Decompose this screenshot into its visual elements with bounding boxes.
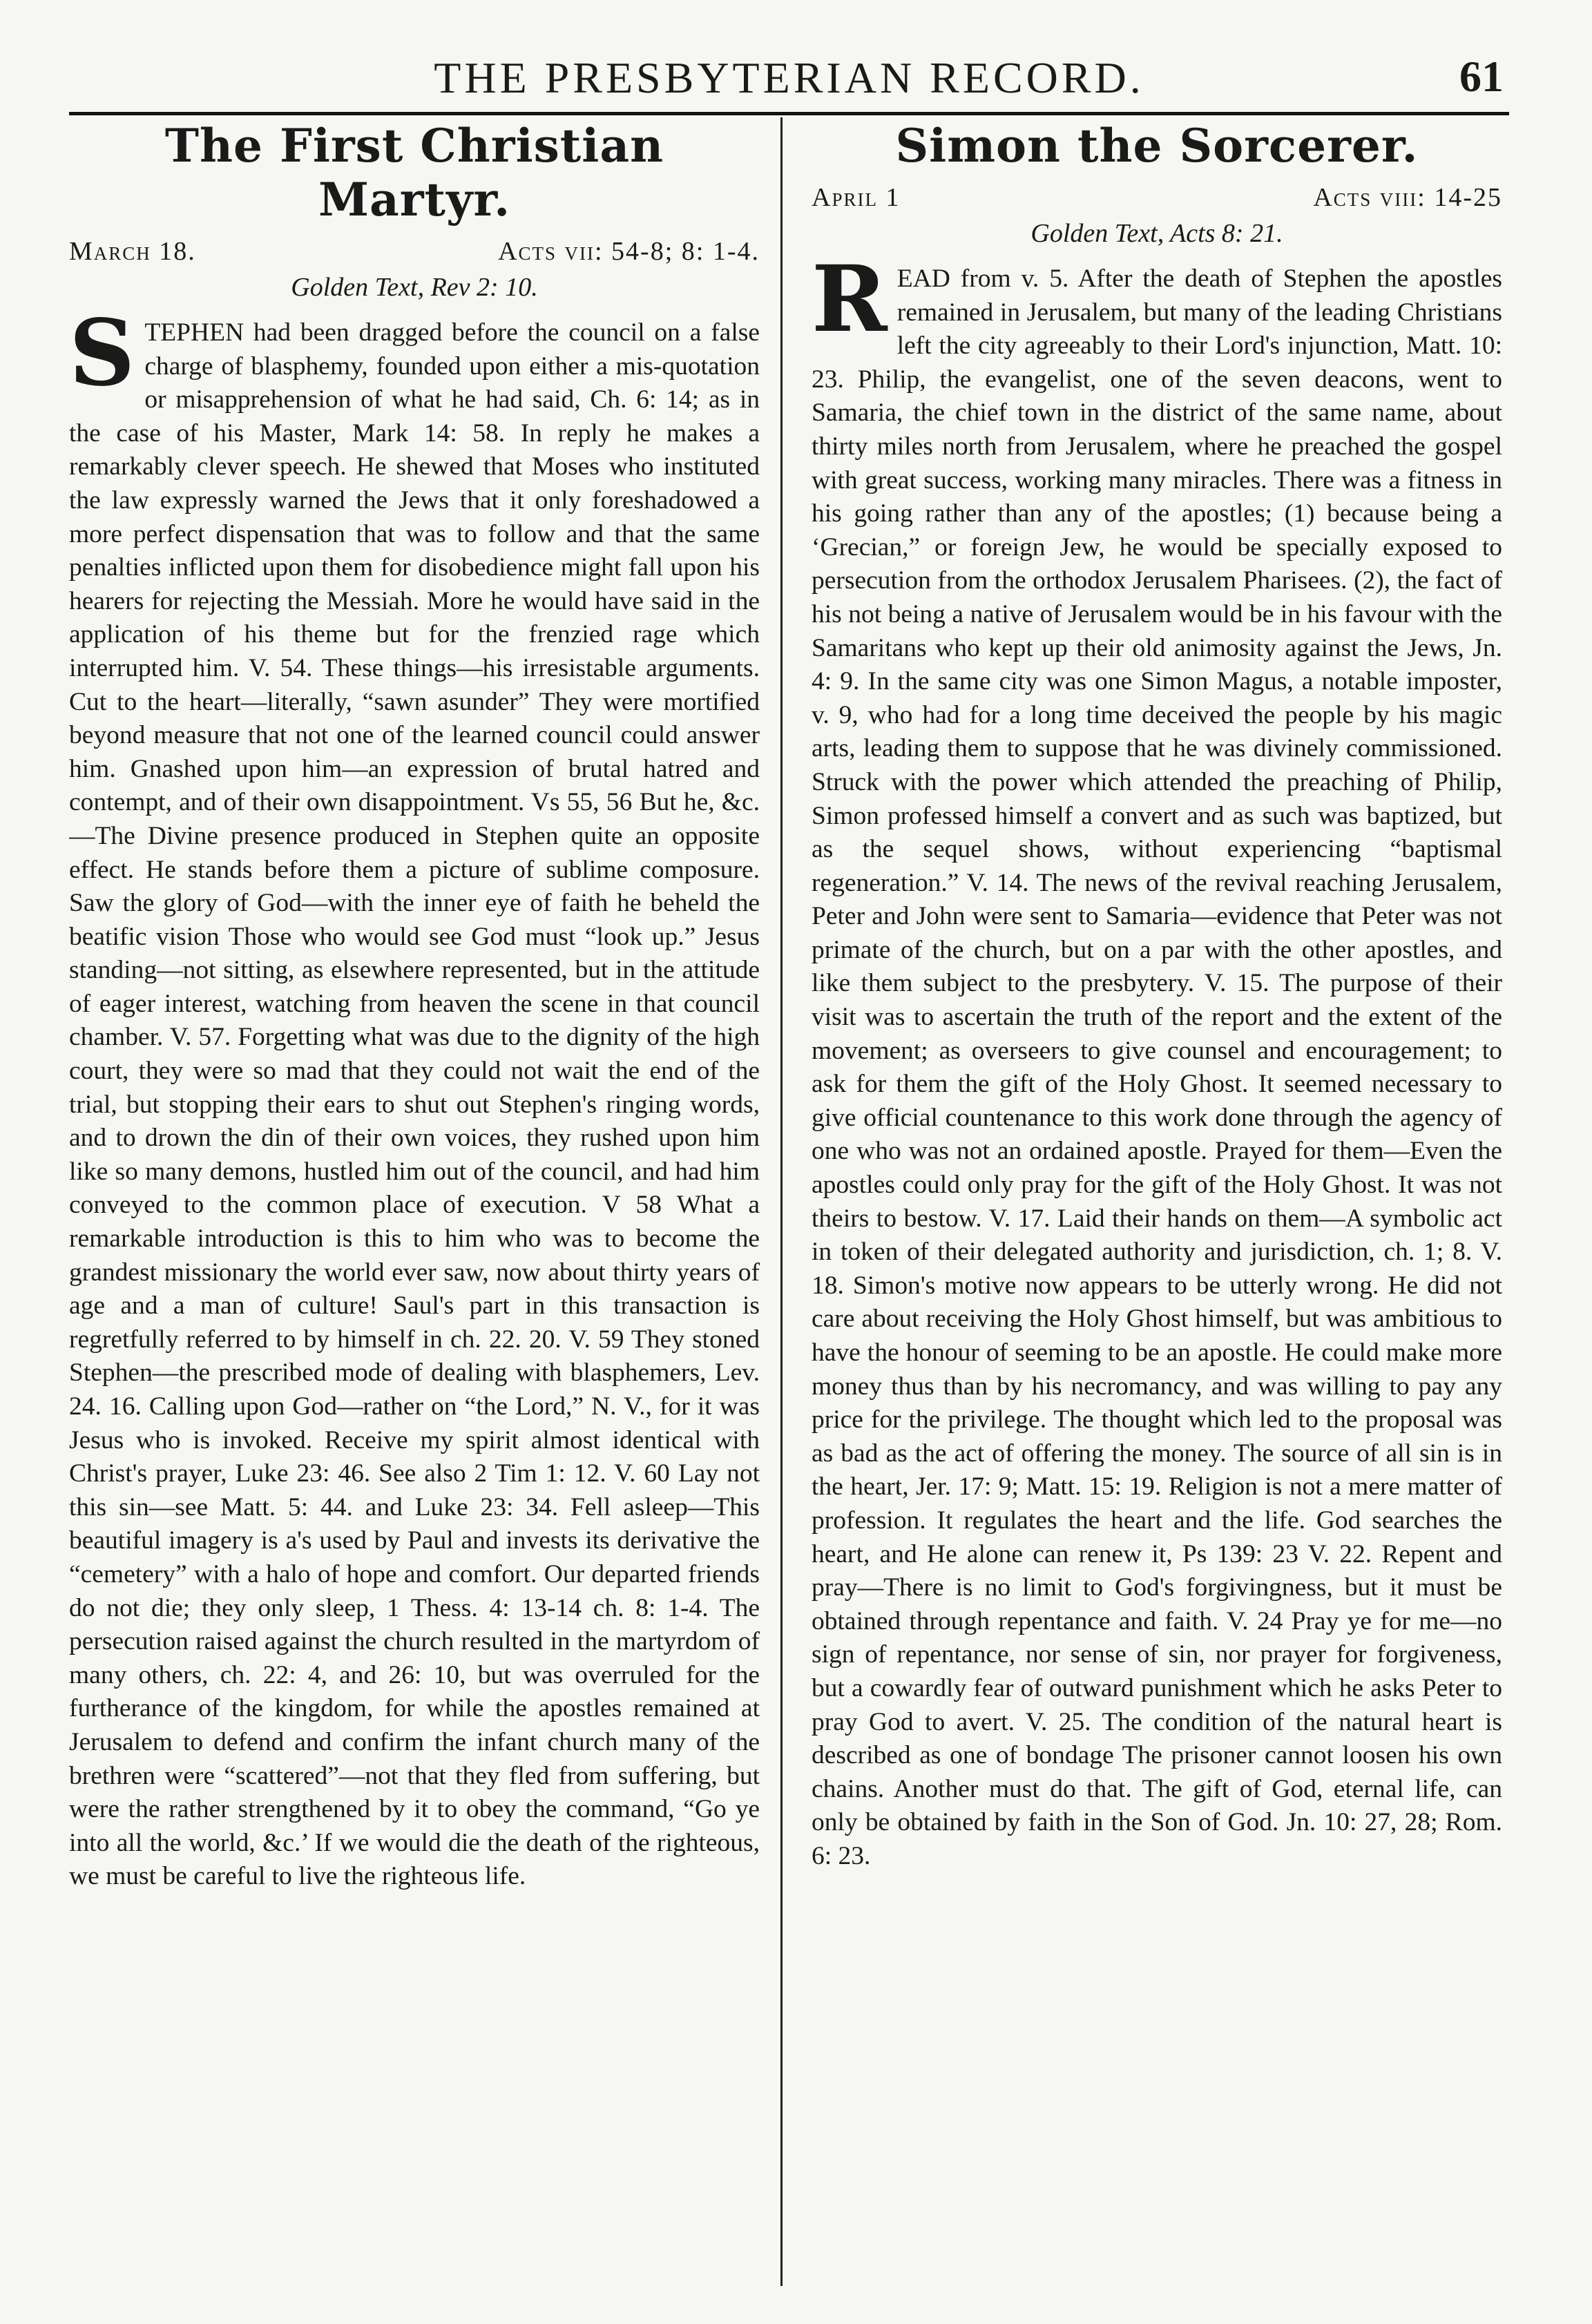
golden-text: Golden Text, Rev 2: 10.	[291, 273, 538, 302]
page	[69, 48, 1509, 2286]
golden-text: Golden Text, Acts 8: 21.	[1030, 219, 1283, 248]
lesson-date: April 1	[812, 183, 901, 212]
journal-title: THE PRESBYTERIAN RECORD.	[434, 53, 1144, 102]
lesson-meta	[69, 236, 760, 267]
lesson-body-text: TEPHEN had been dragged before the council on a false charge of blasphemy, founded upon either a mis-quotation or misapprehension of what he had said, Ch. 6: 14; as in the case of his Master, Mark 14: 58. In reply he makes a remarkably clever speech. He shewed that Moses who instituted the law expressly warned the Jews that it only foreshadowed a more perfect dispensation that was to follow and that the same penalties inflicted upon them for disobedience might fall upon his hearers for rejecting the Messiah. More he would have said in the application of his theme but for the frenzied rage which interrupted him. V. 54. These things—his irresistable arguments. Cut to the heart—literally, “sawn asunder” They were mortified beyond measure that not one of the learned council could answer him. Gnashed upon him—an expression of brutal hatred and contempt, and of their own disappointment. Vs 55, 56 But he, &c.—The Divine presence produced in Stephen quite an opposite effect. He stands before them a picture of sublime composure. Saw the glory of God—with the inner eye of faith he beheld the beatific vision Those who would see God must “look up.” Jesus standing—not sitting, as elsewhere represented, but in the attitude of eager interest, watching from heaven the scene in that council chamber. V. 57. Forgetting what was due to the dignity of the high court, they were so mad that they could not wait the end of the trial, but stopping their ears to shut out Stephen's ringing words, and to drown the din of their own voices, they rushed upon him like so many demons, hustled him out of the council, and had him conveyed to the common place of execution. V 58 What a remarkable introduction is this to him who was to become the grandest missionary the world ever saw, now about thirty years of age and a man of culture! Saul's part in this transaction is regretfully referred to by himself in ch. 22. 20. V. 59 They stoned Stephen—the prescribed mode of dealing with blasphemers, Lev. 24. 16. Calling upon God—rather on “the Lord,” N. V., for it was Jesus who is invoked. Receive my spirit almost identical with Christ's prayer, Luke 23: 46. See also 2 Tim 1: 12. V. 60 Lay not this sin—see Matt. 5: 44. and Luke 23: 34. Fell asleep—This beautiful imagery is a's used by Paul and invests its derivative the “cemetery” with a halo of hope and comfort. Our departed friends do not die; they only sleep, 1 Thess. 4: 13-14 ch. 8: 1-4. The persecution raised against the church resulted in the martyrdom of many others, ch. 22: 4, and 26: 10, but was overruled for the furtherance of the kingdom, for while the apostles remained at Jerusalem to defend and confirm the infant church many of the brethren were “scattered”—not that they fled from suffering, but were the rather strengthened by it to obey the command, “Go ye into all the world, &c.’ If we would die the death of the righteous, we must be careful to live the righteous life.	[69, 318, 760, 1891]
drop-cap: S	[69, 300, 135, 407]
lesson-body	[812, 246, 1502, 1874]
drop-cap: R	[812, 246, 888, 353]
lesson-meta	[812, 182, 1502, 213]
page-number: 61	[1459, 52, 1504, 101]
lesson-body-text: EAD from v. 5. After the death of Stephen the apostles remained in Jerusalem, but many of the leading Christians left the city agreeably to their Lord's injunction, Matt. 10: 23. Philip, the evangelist, one of the seven deacons, went to Samaria, the chief town in the district of the same name, about thirty miles north from Jerusalem, where he preached the gospel with great success, working many miracles. There was a fitness in his going rather than any of the apostles; (1) because being a ‘Grecian,” or foreign Jew, he would be specially exposed to persecution from the orthodox Jerusalem Pharisees. (2), the fact of his not being a native of Jerusalem would be in his favour with the Samaritans who kept up their old animosity against the Jews, Jn. 4: 9. In the same city was one Simon Magus, a notable imposter, v. 9, who had for a long time deceived the people by his magic arts, leading them to suppose that he was divinely commissioned. Struck with the power which attended the preaching of Philip, Simon professed himself a convert and as such was baptized, but as the sequel shows, without experiencing “baptismal regeneration.” V. 14. The news of the revival reaching Jerusalem, Peter and John were sent to Samaria—evidence that Peter was not primate of the church, but on a par with the other apostles, and like them subject to the presbytery. V. 15. The purpose of their visit was to ascertain the truth of the report and the extent of the movement; as overseers to give counsel and encouragement; to ask for them the gift of the Holy Ghost. It seemed necessary to give official countenance to this work done through the agency of one who was not an ordained apostle. Prayed for them—Even the apostles could only pray for the gift of the Holy Ghost. It was not theirs to bestow. V. 17. Laid their hands on them—A symbolic act in token of their delegated authority and jurisdiction, ch. 1; 8. V. 18. Simon's motive now appears to be utterly wrong. He did not care about receiving the Holy Ghost himself, but was ambitious to have the honour of seeming to be an apostle. He could make more money thus than by his necromancy, and was willing to pay any price for the privilege. The thought which led to the proposal was as bad as the act of offering the money. The source of all sin is in the heart, Jer. 17: 9; Matt. 15: 19. Religion is not a mere matter of profession. It regulates the heart and the life. God searches the heart, and He alone can renew it, Ps 139: 23 V. 22. Repent and pray—There is no limit to God's forgivingness, but it must be obtained through repentance and faith. V. 24 Pray ye for me—no sign of repentance, nor sense of sin, nor prayer for forgiveness, but a cowardly fear of outward punishment which he asks Peter to pray God to avert. V. 25. The condition of the natural heart is described as one of bondage The prisoner cannot loosen his own chains. Another must do that. The gift of God, eternal life, can only be obtained by faith in the Son of God. Jn. 10: 27, 28; Rom. 6: 23.	[812, 265, 1502, 1870]
lesson-left	[69, 117, 760, 2286]
columns	[69, 117, 1509, 2286]
lesson-reference: Acts vii: 54-8; 8: 1-4.	[498, 237, 760, 266]
column-divider	[780, 117, 783, 2286]
running-head	[69, 48, 1509, 115]
lesson-date: March 18.	[69, 237, 196, 266]
lesson-title: The First Christian Martyr.	[164, 119, 664, 227]
lesson-title: Simon the Sorcerer.	[895, 119, 1419, 173]
lesson-body	[69, 300, 760, 1894]
lesson-right	[812, 117, 1502, 2286]
lesson-reference: Acts viii: 14-25	[1313, 183, 1502, 212]
